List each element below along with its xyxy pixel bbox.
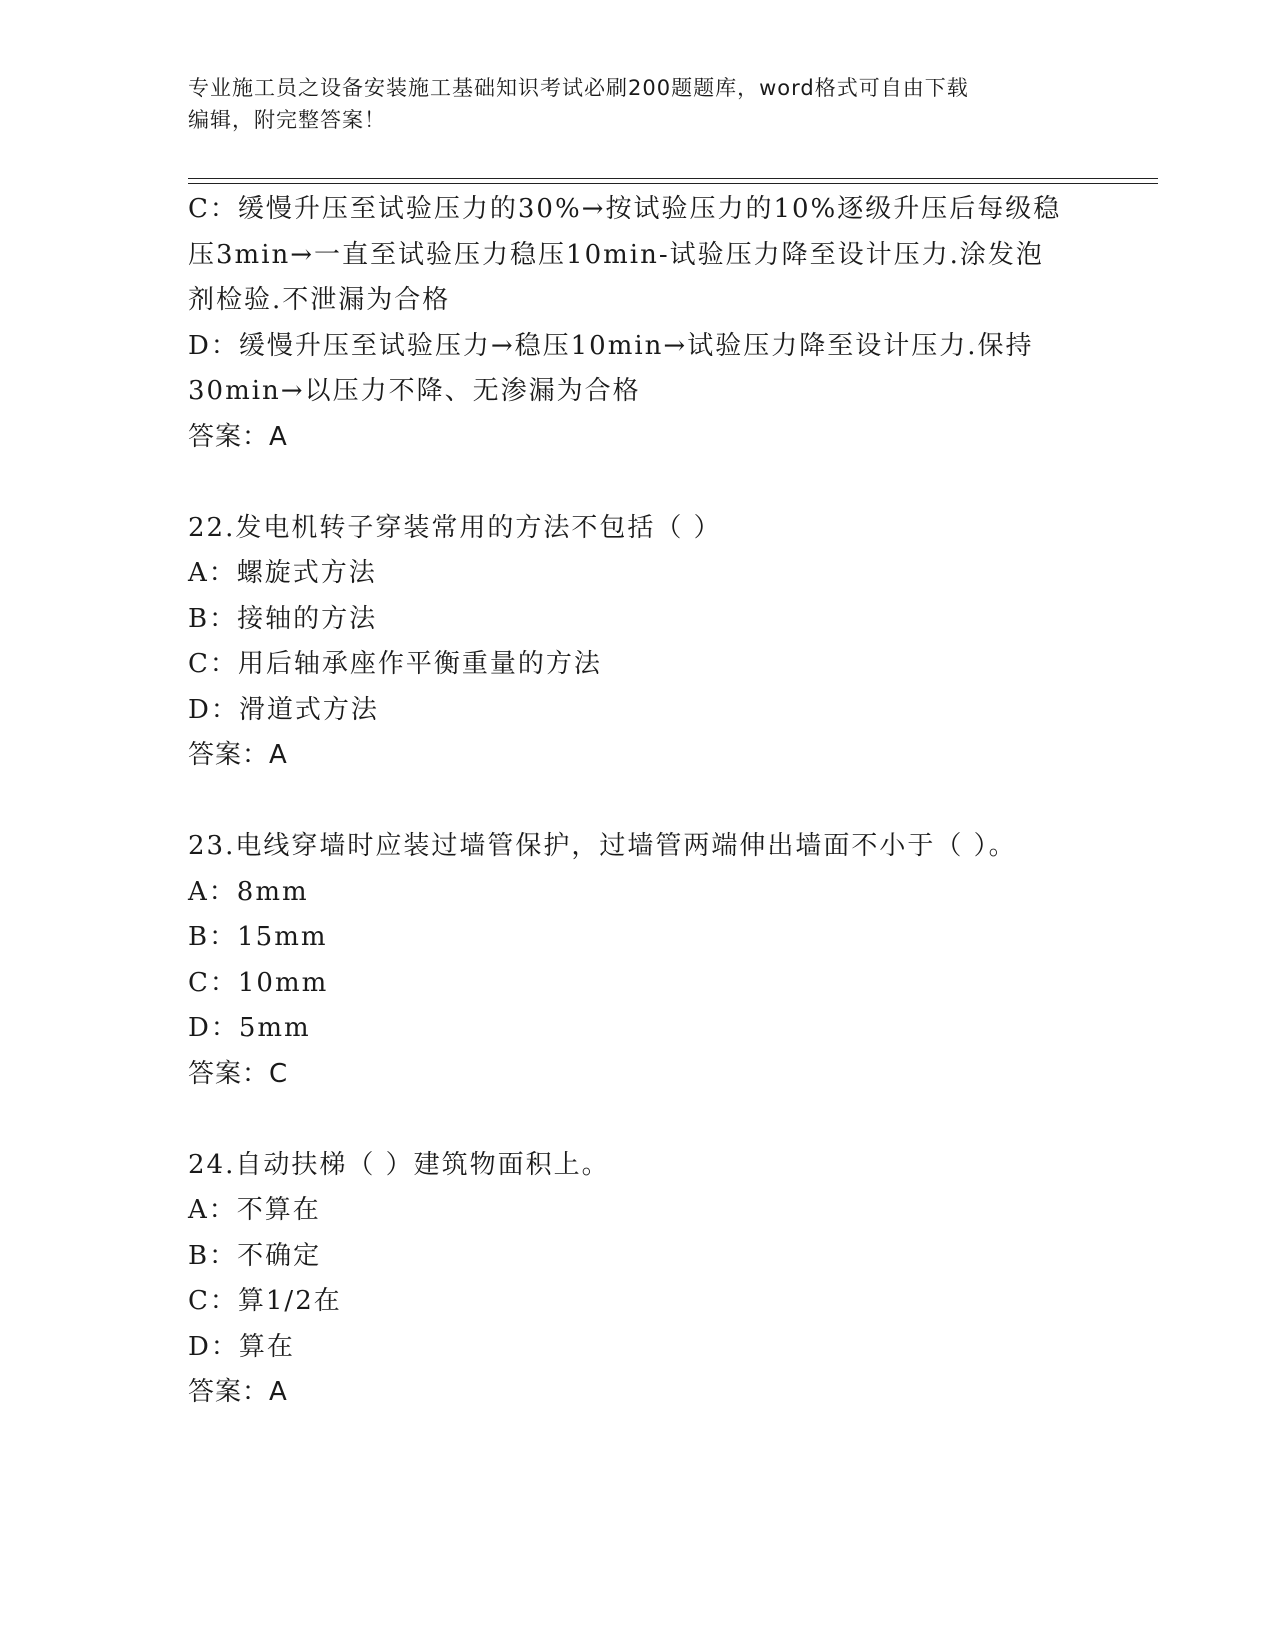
- option-d-line: D：缓慢升压至试验压力→稳压10min→试验压力降至设计压力.保持: [188, 330, 1034, 361]
- option-a: A：8mm: [188, 876, 309, 907]
- option-c-line: 剂检验.不泄漏为合格: [188, 285, 451, 315]
- option-c: C：算1/2在: [188, 1286, 342, 1316]
- spacer: [188, 460, 1068, 506]
- question-text: 24.自动扶梯（ ）建筑物面积上。: [188, 1149, 610, 1180]
- question-21-continued: [188, 187, 1068, 460]
- option-d: D：5mm: [188, 1013, 311, 1043]
- question-text: 22.发电机转子穿装常用的方法不包括（ ）: [188, 512, 722, 543]
- question-text: 23.电线穿墙时应装过墙管保护，过墙管两端伸出墙面不小于（ ）。: [188, 831, 1017, 861]
- header-divider-bottom: [188, 183, 1158, 184]
- answer-line: 答案：A: [188, 740, 288, 770]
- header-divider-top: [188, 178, 1158, 179]
- document-header: [188, 72, 1088, 136]
- question-22: [188, 506, 1068, 779]
- answer-line: 答案：C: [188, 1058, 289, 1089]
- option-b: B：不确定: [188, 1240, 322, 1271]
- spacer: [188, 1097, 1068, 1143]
- question-24: [188, 1143, 1068, 1416]
- header-line-1: 专业施工员之设备安装施工基础知识考试必刷200题题库，word格式可自由下载: [188, 76, 969, 100]
- option-c: C：10mm: [188, 967, 329, 998]
- option-a: A：螺旋式方法: [188, 558, 377, 588]
- question-list: [188, 187, 1068, 1416]
- spacer: [188, 779, 1068, 825]
- option-d: D：算在: [188, 1331, 295, 1362]
- option-d: D：滑道式方法: [188, 694, 379, 725]
- option-c-line: C：缓慢升压至试验压力的30%→按试验压力的10%逐级升压后每级稳: [188, 194, 1062, 224]
- answer-line: 答案：A: [188, 421, 288, 452]
- option-c-line: 压3min→一直至试验压力稳压10min-试验压力降至设计压力.涂发泡: [188, 239, 1044, 270]
- answer-line: 答案：A: [188, 1377, 288, 1407]
- option-d-line: 30min→以压力不降、无渗漏为合格: [188, 376, 641, 406]
- option-b: B：接轴的方法: [188, 603, 378, 634]
- option-a: A：不算在: [188, 1195, 321, 1225]
- question-23: [188, 824, 1068, 1097]
- option-c: C：用后轴承座作平衡重量的方法: [188, 649, 602, 679]
- option-b: B：15mm: [188, 922, 328, 952]
- header-line-2: 编辑，附完整答案！: [188, 108, 386, 132]
